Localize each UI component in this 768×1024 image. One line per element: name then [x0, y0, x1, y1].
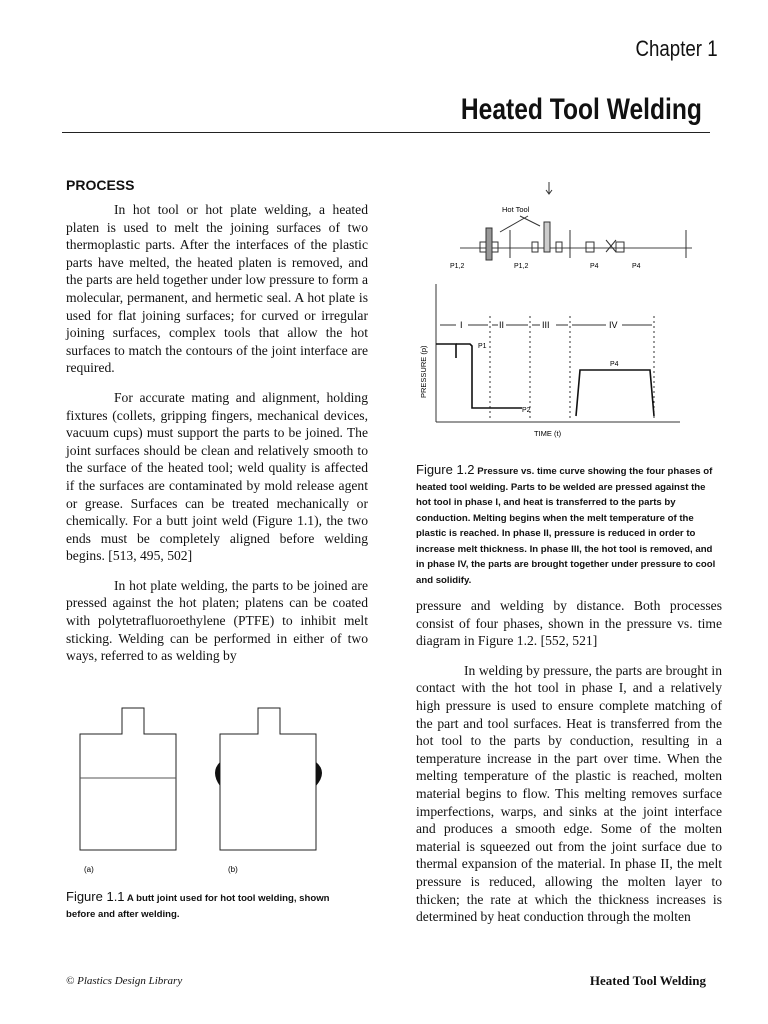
y-axis-label: PRESSURE (p) — [419, 345, 428, 398]
pressure-curve-phase-1-2 — [456, 344, 522, 408]
paragraph-4: pressure and welding by distance. Both processes consist of four phases, shown in the pressure vs. time diagram in Figure 1.2. [552, 521] — [416, 598, 722, 649]
weld-bead-left — [215, 762, 220, 786]
figure-1-2-drawing — [410, 180, 710, 442]
butt-joint-before — [80, 708, 176, 850]
figure-1-2-text: Pressure vs. time curve showing the four phases of heated tool welding. Parts to be welded are pressed against the hot tool in phase I, and heat is transferred to the parts by conduction. Melting begins when the melt temperature of the plastic is reached. In phase II, pressure is reduced in order to increase melt thickness. In phase III, the hot tool is removed, and in phase IV, the parts are brought together under pressure to cool and solidify. — [416, 466, 716, 586]
p4-left-label: P4 — [590, 263, 599, 270]
figure-1-1-drawing — [66, 700, 356, 880]
p12-left-label: P1,2 — [450, 263, 465, 270]
title-rule — [62, 132, 710, 133]
figure-1-1-label: Figure 1.1 — [66, 889, 125, 904]
chapter-label: Chapter 1 — [635, 36, 718, 61]
footer-copyright: © Plastics Design Library — [66, 975, 183, 987]
figure-1-1-text: A butt joint used for hot tool welding, shown before and after welding. — [66, 893, 330, 920]
right-column — [416, 597, 722, 926]
paragraph-5: In welding by pressure, the parts are brought in contact with the hot tool in phase I, and a relatively high pressure is used to ensure complete matching of the part and tool surfaces. Heat is transferred from the hot tool to the parts by conduction, resulting in a temperature increase in the part over time. When the melting temperature of the plastic is reached, molten material begins to flow. This melting removes surface imperfections, warps, and sinks at the joint interface and produces a smooth edge. Some of the molten material is squeezed out from the joint surface due to thermal expansion of the material. In phase II, the melt pressure is reduced, allowing the molten layer to thicken; the rate at which the thickness increases is determined by heat conduction through the molten — [416, 662, 722, 925]
pressure-curve-phase-4 — [576, 370, 654, 416]
figure-1-2-caption — [416, 462, 722, 588]
figure-1-1-caption — [66, 889, 336, 922]
butt-joint-after — [220, 708, 316, 850]
figure-1-2-label: Figure 1.2 — [416, 462, 475, 477]
phase-4-label: IV — [609, 320, 618, 330]
section-heading: PROCESS — [66, 177, 135, 193]
paragraph-2: For accurate mating and alignment, holding fixtures (collets, gripping fingers, mechanical devices, vacuum cups) must support the parts to be joined. The joint surfaces should be clean and relatively smooth to the surface of the heated tool; weld quality is affected if the surfaces are contaminated by mold release agent or grease. Surfaces can be treated mechanically or chemically. For a butt joint weld (Figure 1.1), the two ends must be completely aligned before welding begins. [513, 495, 502] — [66, 389, 368, 564]
left-column — [66, 201, 368, 665]
p1-label: P1 — [478, 343, 487, 350]
hot-tool-label: Hot Tool — [502, 205, 530, 214]
p4-curve-label: P4 — [610, 361, 619, 368]
x-axis-label: TIME (t) — [534, 429, 562, 438]
sub-label-b: (b) — [228, 865, 238, 874]
page-title: Heated Tool Welding — [460, 93, 702, 126]
weld-bead-right — [316, 762, 322, 786]
p4-right-label: P4 — [632, 263, 641, 270]
sub-label-a: (a) — [84, 865, 94, 874]
paragraph-3: In hot plate welding, the parts to be joined are pressed against the hot platen; platens can be coated with polytetrafluoroethylene (PTFE) to inhibit melt sticking. Welding can be performed in either of two ways, referred to as welding by — [66, 577, 368, 664]
footer-running-title: Heated Tool Welding — [589, 973, 706, 988]
p12-mid-label: P1,2 — [514, 263, 529, 270]
p2-label: P2 — [522, 407, 531, 414]
paragraph-1: In hot tool or hot plate welding, a heated platen is used to melt the joining surfaces of two thermoplastic parts. After the interfaces of the plastic parts have melted, the heated platen is removed, and the parts are held together under low pressure to form a molecular, permanent, and hermetic seal. A hot plate is used for flat joining surfaces; for curved or irregular joining surfaces, complex tools that allow the hot surfaces to match the contours of the joint interface are required. — [66, 202, 368, 376]
phase-2-label: II — [499, 320, 505, 330]
phase-1-label: I — [460, 320, 463, 330]
phase-3-label: III — [542, 320, 550, 330]
